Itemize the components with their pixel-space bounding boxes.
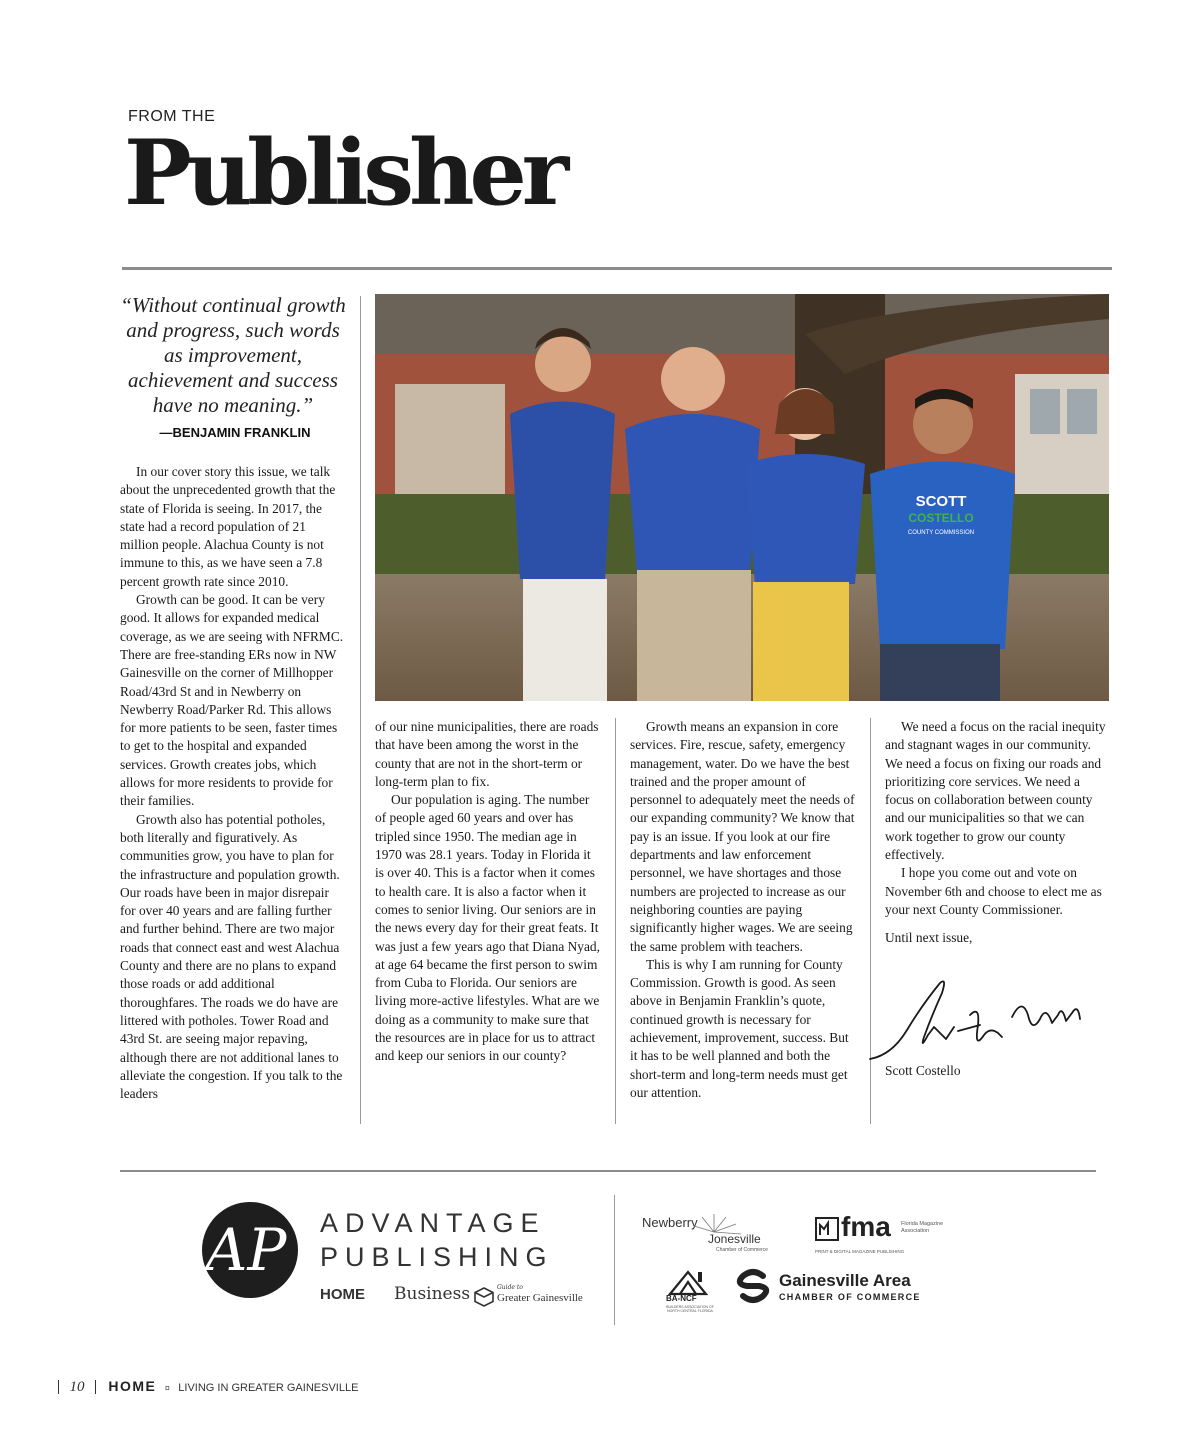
publishing-wordmark: PUBLISHING <box>320 1242 554 1272</box>
footer-bar <box>95 1380 96 1394</box>
bancf-wordmark: BA-NCF <box>666 1294 697 1303</box>
guide-cube-icon <box>474 1287 494 1307</box>
fma-wordmark: fma <box>841 1211 891 1242</box>
ap-monogram-icon <box>200 1200 300 1300</box>
ap-monogram-text: AP <box>205 1216 287 1284</box>
signature-name: Scott Costello <box>885 1063 961 1078</box>
campaign-photo <box>375 294 1109 701</box>
fma-logo <box>815 1211 945 1260</box>
paragraph: Growth means an expansion in core services. Fire, rescue, safety, emergency management, water. Do we have the best trained and the proper amount of personnel to adequately meet the needs of our expanding community? We know that pay is an issue. If you look at our fire departments and law enforcement personnel, we have shortages and those numbers are projected to increase as our neighboring counties are paying significantly higher wages. We are seeing the same problem with teachers. <box>630 719 855 954</box>
guide-logo: Greater Gainesville <box>497 1292 583 1304</box>
bancf-logo <box>660 1268 720 1318</box>
footer-separator: ¤ <box>164 1383 170 1393</box>
magazine-tagline: LIVING IN GREATER GAINESVILLE <box>178 1382 359 1394</box>
magazine-name: HOME <box>108 1378 157 1394</box>
paragraph: Our population is aging. The number of people aged 60 years and over has tripled since 1950. The median age in 1970 was 28.1 years. Today in Florida it is over 40. This is a factor when it comes to health care. It is also a factor when it comes to senior living. Our seniors are in the news every day for their great feats. It was just a few years ago that Diana Nyad, at age 64 became the first person to swim from Cuba to Florida. Our seniors are living more-active lifestyles. What are we doing as a community to make sure that the resources are in place for us to attract and keep our seniors in our county? <box>375 792 600 1064</box>
newberry-label: Newberry <box>642 1215 698 1230</box>
home-magazine-logo: HOME <box>320 1286 365 1303</box>
gainesville-area-label: Gainesville Area <box>779 1271 911 1290</box>
gainesville-chamber-logo <box>733 1268 921 1308</box>
page-footer <box>58 1378 358 1398</box>
paragraph: This is why I am running for County Commission. Growth is good. As seen above in Benjamin Franklin’s quote, continued growth is necessary for achievement, improvement, success. But it has to be well planned and both the short-term and long-term needs must get our attention. <box>630 956 849 1100</box>
page-number: 10 <box>69 1379 85 1395</box>
chamber-small-label: Chamber of Commerce <box>716 1247 768 1253</box>
business-magazine-logo: Business <box>394 1284 471 1304</box>
chamber-of-commerce-label: CHAMBER OF COMMERCE <box>779 1292 921 1302</box>
chamber-swirl-icon <box>733 1268 773 1304</box>
logo-divider <box>614 1195 615 1325</box>
closing-line: Until next issue, <box>885 930 973 946</box>
group-photo-illustration <box>375 294 1109 701</box>
paragraph: Growth also has potential potholes, both literally and figuratively. As communities grow, you have to plan for the infrastructure and population growth. Our roads have been in major disrepair for over 40 years and are falling further and further behind. There are two major roads that connect east and west Alachua County and there are no plans to expand those roads or add additional thoroughfares. The roads we do have are littered with potholes. Tower Road and 43rd St. are seeing major repaving, although there are not additional lanes to alleviate the congestion. If you talk to the leaders <box>120 811 343 1102</box>
article-column-4 <box>885 718 1109 948</box>
header-rule <box>122 267 1112 270</box>
article-column-2 <box>375 718 602 1066</box>
house-icon <box>668 1268 708 1296</box>
column-divider <box>360 296 361 1124</box>
paragraph: We need a focus on the racial inequity and stagnant wages in our community. We need a focus on fixing our roads and prioritizing core services. We need a focus on collaboration between county and our municipalities so that we can work together to grow our county effectively. <box>885 719 1106 863</box>
fma-subtitle: Florida Magazine Association <box>901 1221 944 1234</box>
paragraph: I hope you come out and vote on November 6th and choose to elect me as your next County Commissioner. <box>885 865 1102 917</box>
paragraph: In our cover story this issue, we talk about the unprecedented growth that the state of Florida is seeing. In 2017, the state had a record population of 21 million people. Alachua County is not immune to this, as we have seen a 7.8 percent growth rate since 2010. <box>120 464 336 589</box>
advantage-wordmark: ADVANTAGE <box>320 1208 546 1238</box>
paragraph: Growth can be good. It can be very good. It allows for expanded medical coverage, as we are seeing with NFRMC. There are free-standing ERs now in NW Gainesville on the corner of Millhopper Road/43rd St and in Newberry on Newberry Road/Parker Rd. This allows for more patients to be seen, faster times to get to the hospital and expanded services. Growth creates jobs, which allows for more residents to provide for their families. <box>120 592 344 809</box>
shirt-text: SCOTT <box>915 493 967 510</box>
fma-mark-icon <box>815 1217 839 1241</box>
shirt-text: COSTELLO <box>908 511 974 525</box>
page-title: Publisher <box>124 120 565 226</box>
fma-tagline: PRINT & DIGITAL MAGAZINE PUBLISHING <box>815 1249 905 1254</box>
pull-quote: “Without continual growth and progress, such words as improvement, achievement and success have no meaning.” <box>120 293 346 417</box>
quote-attribution: —BENJAMIN FRANKLIN <box>159 425 311 440</box>
newberry-jonesville-chamber-logo <box>642 1212 782 1262</box>
guide-small-label: Guide to <box>497 1284 523 1291</box>
article-column-1 <box>120 463 347 1103</box>
footer-rule <box>120 1170 1096 1172</box>
paragraph: of our nine municipalities, there are roads that have been among the worst in the county that are not in the short-term or long-term plan to fix. <box>375 719 599 789</box>
shirt-text: COUNTY COMMISSION <box>907 530 975 536</box>
footer-bar <box>58 1380 59 1394</box>
column-divider <box>615 718 616 1124</box>
jonesville-label: Jonesville <box>708 1232 761 1246</box>
article-column-3 <box>630 718 857 1102</box>
section-kicker: FROM THE <box>128 108 216 125</box>
bancf-subtitle: BUILDERS ASSOCIATION OF NORTH CENTRAL FLORIDA <box>666 1305 714 1313</box>
advantage-publishing-logo <box>200 1200 600 1310</box>
handwritten-signature <box>862 975 1092 1070</box>
